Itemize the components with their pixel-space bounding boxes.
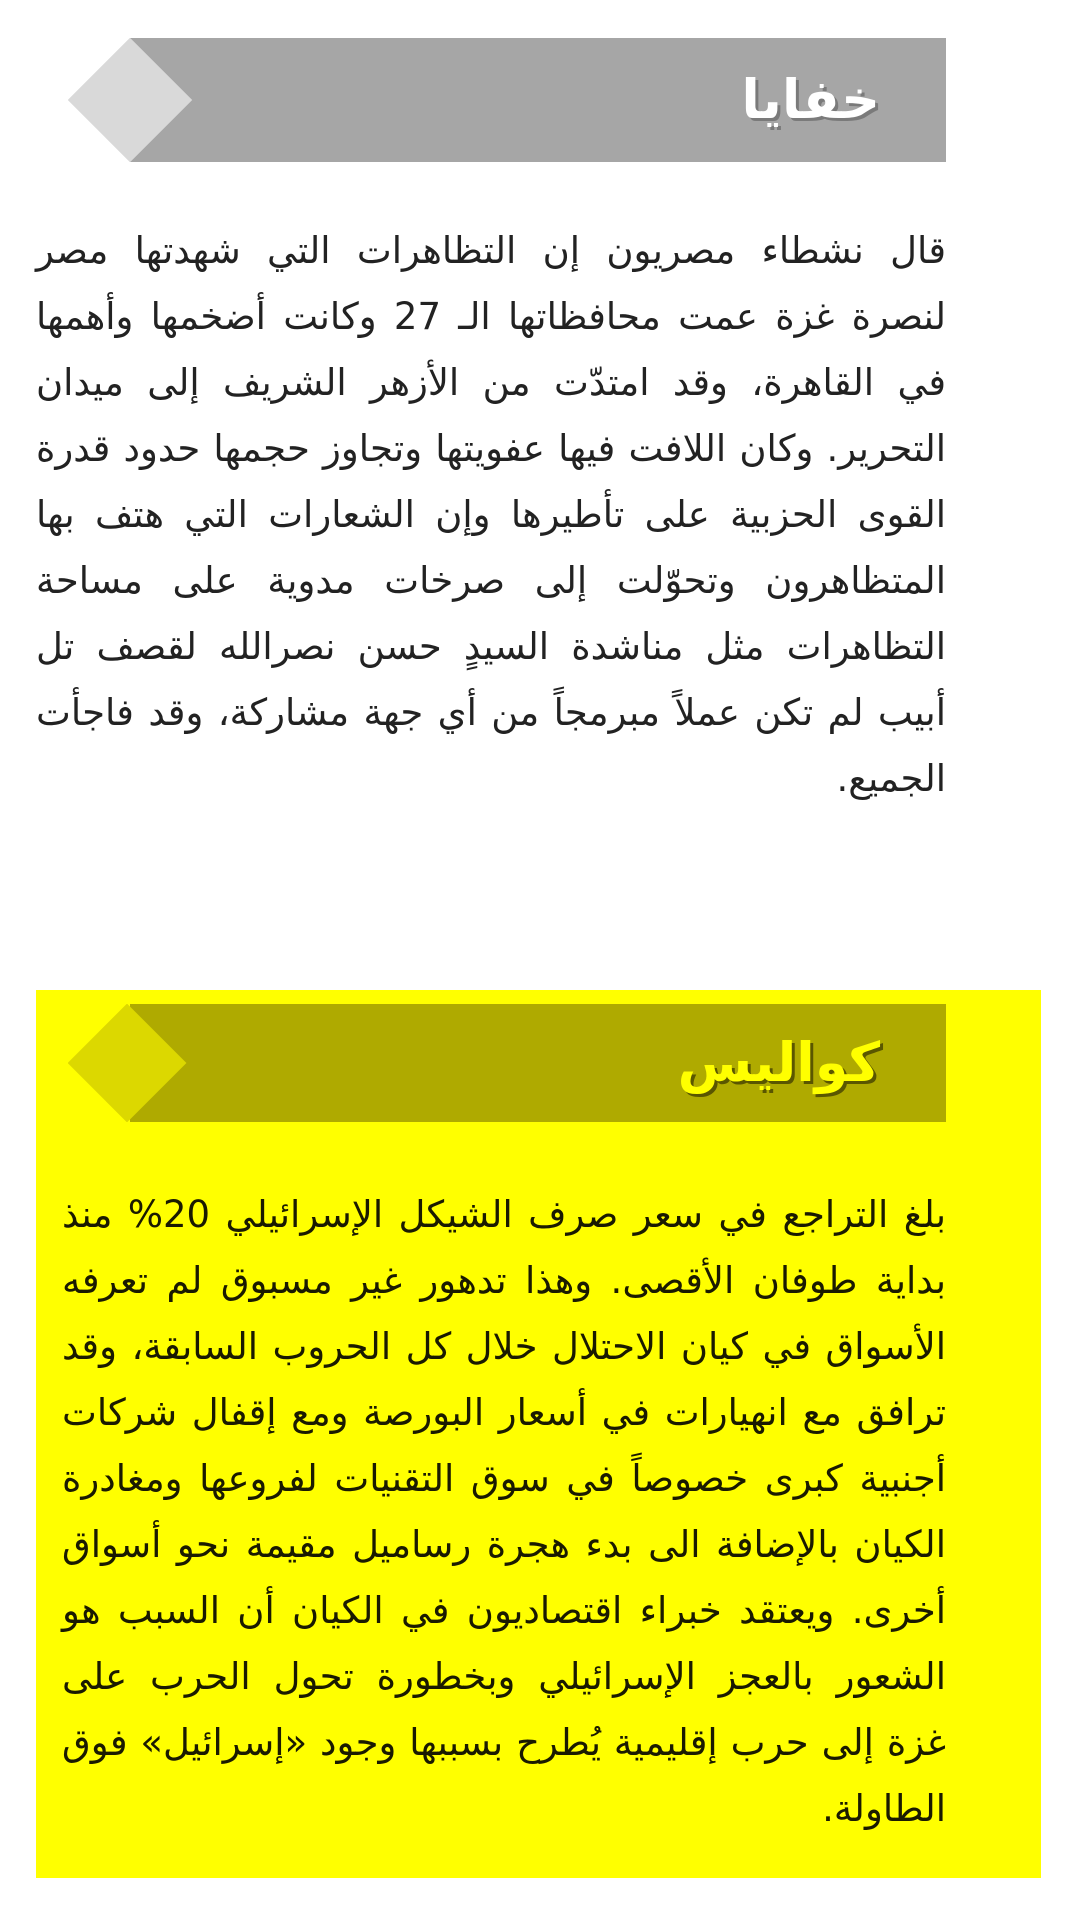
section-title: خفايا — [741, 68, 880, 131]
section-header-kawalees — [68, 1004, 946, 1122]
arrow-diamond-icon — [68, 38, 192, 162]
arrow-diamond-icon — [68, 1004, 186, 1122]
section-header-khafaya — [68, 38, 946, 162]
article-body: بلغ التراجع في سعر صرف الشيكل الإسرائيلي 20% منذ بداية طوفان الأقصى. وهذا تدهور غير مسبوق لم تعرفه الأسواق في كيان الاحتلال خلال كل الحروب السابقة، وقد ترافق مع انهيارات في أسعار البورصة ومع إقفال شركات أجنبية كبرى خصوصاً في سوق التقنيات لفروعها ومغادرة الكيان بالإضافة الى بدء هجرة رساميل مقيمة نحو أسواق أخرى. ويعتقد خبراء اقتصاديون في الكيان أن السبب هو الشعور بالعجز الإسرائيلي وبخطورة تحول الحرب على غزة إلى حرب إقليمية يُطرح بسببها وجود «إسرائيل» فوق الطاولة. — [62, 1193, 946, 1830]
section-title: كواليس — [677, 1031, 880, 1094]
article-body: قال نشطاء مصريون إن التظاهرات التي شهدتها مصر لنصرة غزة عمت محافظاتها الـ 27 وكانت أضخمها وأهمها في القاهرة، وقد امتدّت من الأزهر الشريف إلى ميدان التحرير. وكان اللافت فيها عفويتها وتجاوز حجمها حدود قدرة القوى الحزبية على تأطيرها وإن الشعارات التي هتف بها المتظاهرون وتحوّلت إلى صرخات مدوية على مساحة التظاهرات مثل مناشدة السيدٍ حسن نصرالله لقصف تل أبيب لم تكن عملاً مبرمجاً من أي جهة مشاركة، وقد فاجأت الجميع. — [36, 229, 946, 800]
